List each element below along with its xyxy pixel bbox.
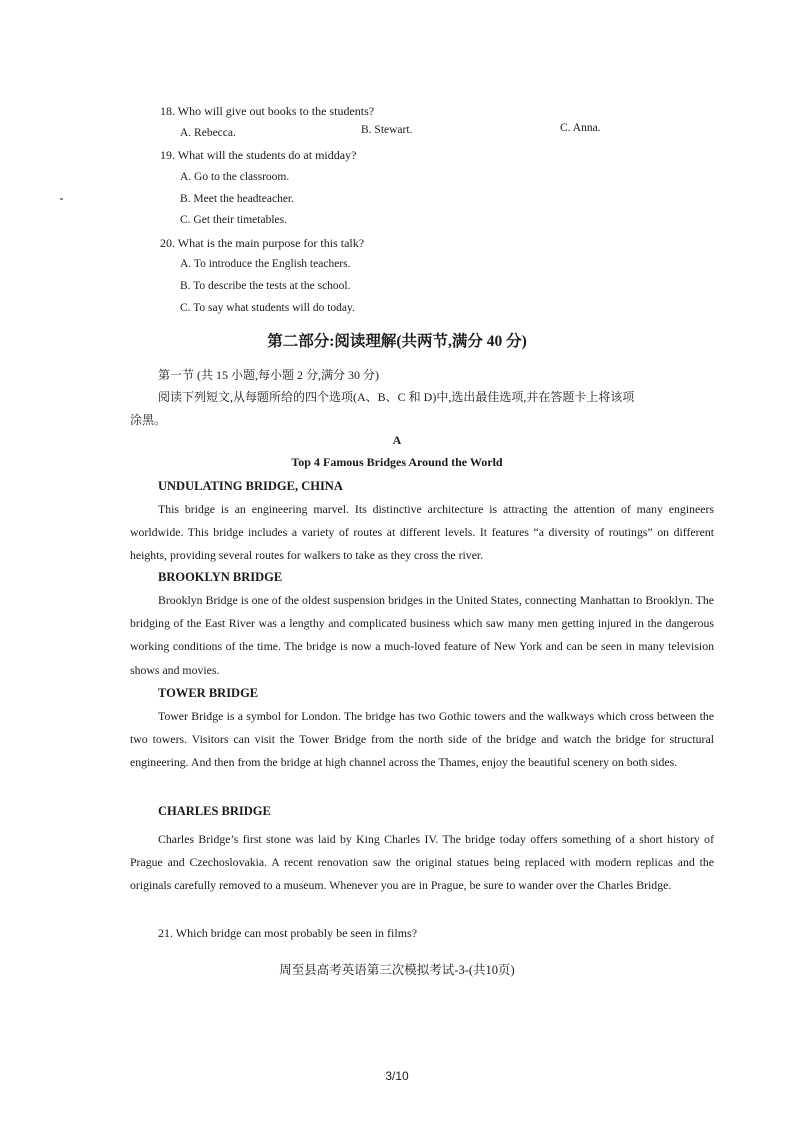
- heading-tower-bridge: TOWER BRIDGE: [158, 686, 259, 700]
- heading-charles-bridge: CHARLES BRIDGE: [158, 804, 271, 818]
- scan-speck: [60, 198, 63, 200]
- paragraph-text: Tower Bridge is a symbol for London. The bridge has two Gothic towers and the walkways which cross between the two towers. Visitors can visit the Tower Bridge from the north side of the bridge and watch the bridge for structural engineering. And then from the bridge at high channel across the Thames, enjoy the beautiful scenery on both sides.: [130, 709, 714, 770]
- exam-footer: 周至县高考英语第三次模拟考试-3-(共10页): [279, 963, 515, 977]
- q20-option-a: A. To introduce the English teachers.: [180, 258, 351, 270]
- paragraph-text: Charles Bridge’s first stone was laid by King Charles IV. The bridge today offers something of a short history of Prague and Czechoslovakia. A recent renovation saw the original statues being replaced with modern replicas and the originals carefully removed to a museum. Whenever you are in Prague, be sure to wander over the Charles Bridge.: [130, 832, 714, 893]
- paragraph-charles-bridge: [130, 828, 714, 898]
- page-number: 3/10: [385, 1069, 409, 1083]
- q20-option-b: B. To describe the tests at the school.: [180, 280, 351, 292]
- instruction-line-1: 阅读下列短文,从每题所给的四个选项(A、B、C 和 D)中,选出最佳选项,并在答题卡上将该项: [158, 390, 635, 404]
- q21-stem: 21. Which bridge can most probably be seen in films?: [158, 926, 418, 940]
- q20-option-c: C. To say what students will do today.: [180, 302, 355, 314]
- passage-letter: A: [392, 433, 402, 447]
- paragraph-text: Brooklyn Bridge is one of the oldest suspension bridges in the United States, connecting Manhattan to Brooklyn. The bridging of the East River was a lengthy and complicated business which saw many men getting injured in the dangerous working conditions of the time. The bridge is now a much-loved feature of New York and can be seen in many television shows and movies.: [130, 593, 714, 677]
- q18-option-a: A. Rebecca.: [180, 127, 236, 139]
- paragraph-tower-bridge: [130, 705, 714, 775]
- q19-stem: 19. What will the students do at midday?: [160, 148, 357, 162]
- q18-option-c: C. Anna.: [560, 122, 601, 134]
- instruction-line-2: 涂黑。: [130, 413, 167, 427]
- q20-stem: 20. What is the main purpose for this talk?: [160, 236, 365, 250]
- heading-brooklyn-bridge: BROOKLYN BRIDGE: [158, 570, 283, 584]
- q18-stem: 18. Who will give out books to the students?: [160, 104, 375, 118]
- passage-title: Top 4 Famous Bridges Around the World: [291, 455, 503, 469]
- q19-option-c: C. Get their timetables.: [180, 214, 287, 226]
- paragraph-brooklyn-bridge: [130, 589, 714, 682]
- heading-undulating-bridge: UNDULATING BRIDGE, CHINA: [158, 479, 343, 493]
- q19-option-b: B. Meet the headteacher.: [180, 193, 294, 205]
- q18-option-b: B. Stewart.: [361, 124, 413, 136]
- paragraph-undulating-bridge: [130, 498, 714, 568]
- paragraph-text: This bridge is an engineering marvel. Its distinctive architecture is attracting the attention of many engineers worldwide. This bridge includes a variety of routes at different levels. It features “a diversity of routings” on different heights, providing several routes for walkers to take as they cross the river.: [130, 502, 714, 563]
- section1-label: 第一节 (共 15 小题,每小题 2 分,满分 30 分): [158, 368, 379, 382]
- part2-title: 第二部分:阅读理解(共两节,满分 40 分): [267, 333, 527, 350]
- q19-option-a: A. Go to the classroom.: [180, 171, 290, 183]
